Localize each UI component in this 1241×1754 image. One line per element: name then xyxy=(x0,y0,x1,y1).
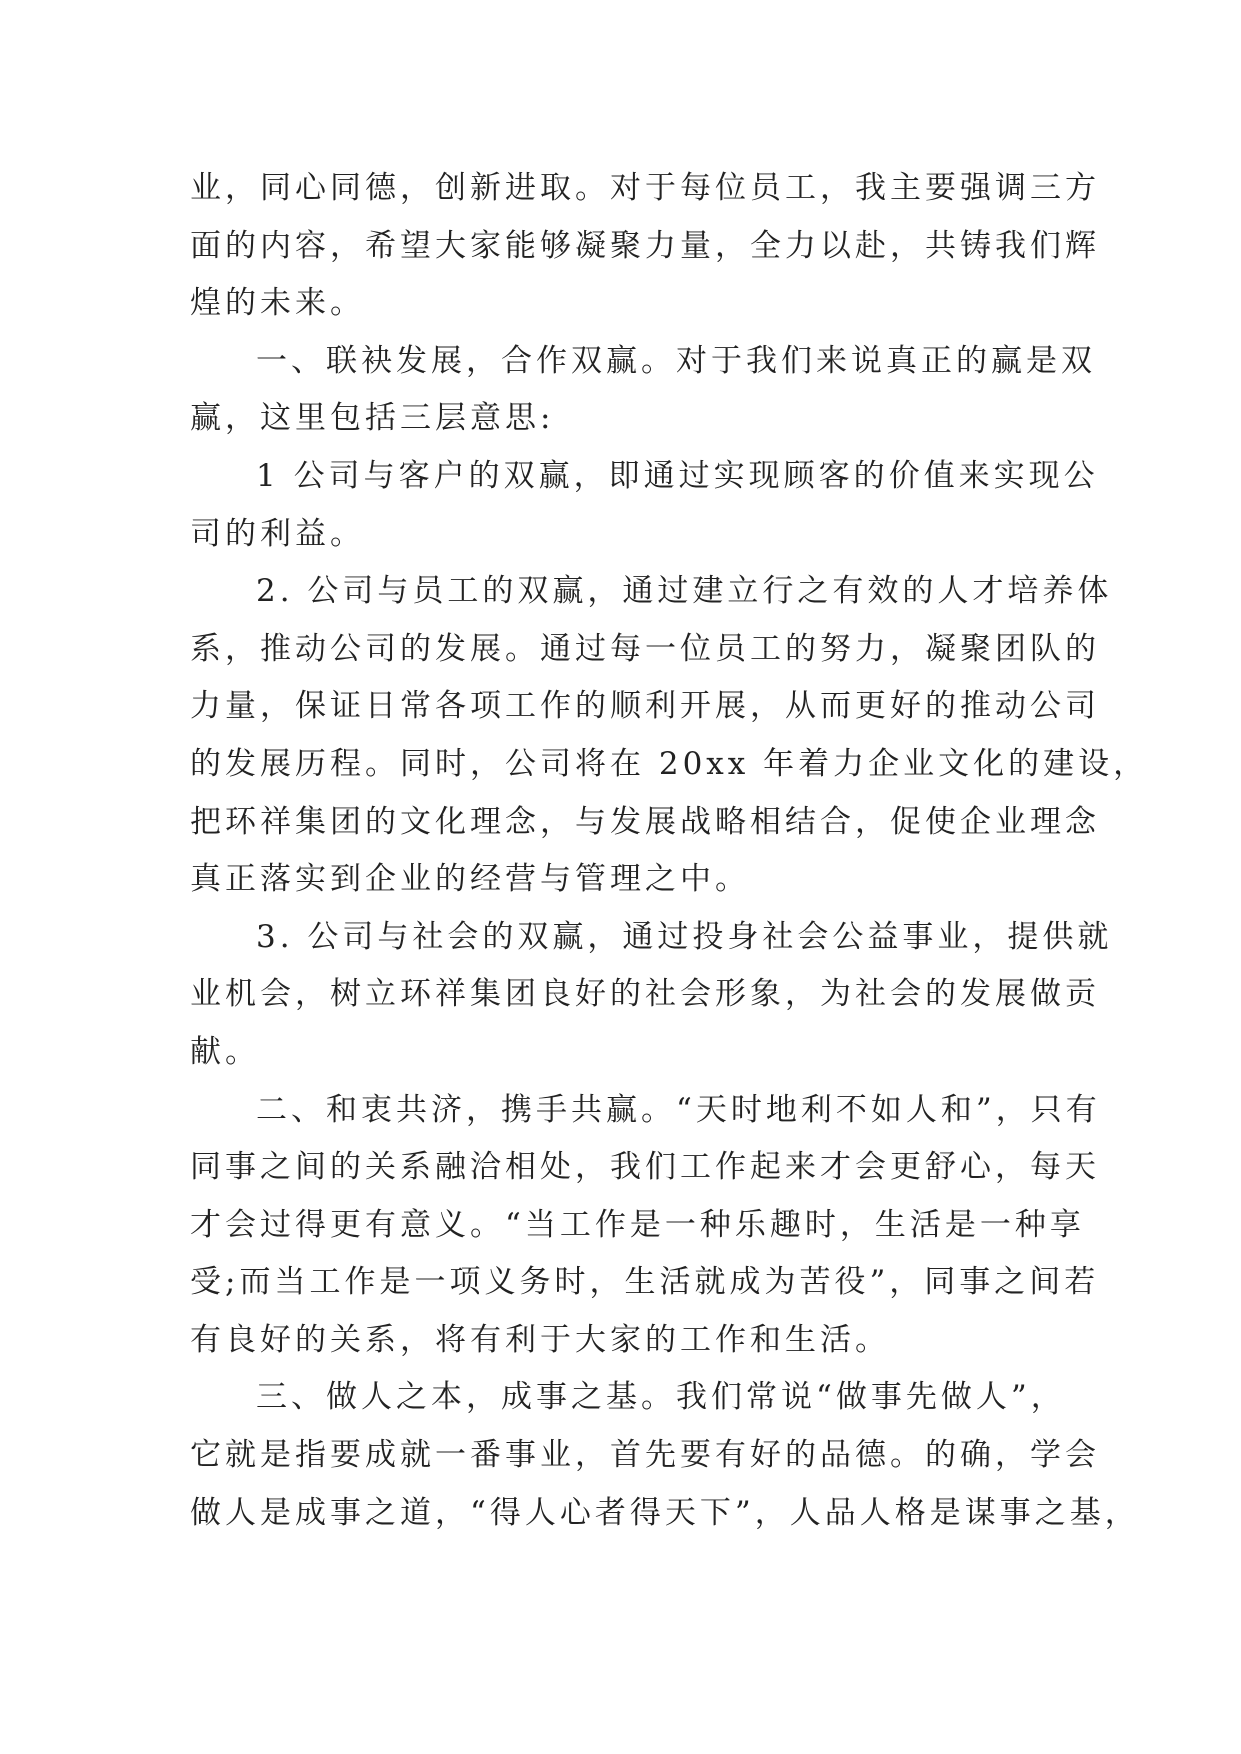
body-text xyxy=(190,160,1149,1542)
section-heading-line: 二、和衷共济，携手共赢。“天时地利不如人和”，只有 xyxy=(256,1091,1101,1128)
text-line: 有良好的关系，将有利于大家的工作和生活。 xyxy=(190,1321,890,1358)
text-line: 业机会，树立环祥集团良好的社会形象，为社会的发展做贡 xyxy=(190,976,1100,1013)
text-line: 业，同心同德，创新进取。对于每位员工，我主要强调三方 xyxy=(190,170,1100,206)
text-line: 同事之间的关系融洽相处，我们工作起来才会更舒心，每天 xyxy=(190,1149,1100,1186)
list-item-line: 3. 公司与社会的双赢，通过投身社会公益事业，提供就 xyxy=(256,918,1113,955)
text-line: 把环祥集团的文化理念，与发展战略相结合，促使企业理念 xyxy=(190,803,1100,840)
list-item-line: 2. 公司与员工的双赢，通过建立行之有效的人才培养体 xyxy=(256,573,1113,610)
text-line: 真正落实到企业的经营与管理之中。 xyxy=(190,861,750,898)
text-line: 的发展历程。同时，公司将在 20xx 年着力企业文化的建设， xyxy=(190,745,1149,782)
text-line: 做人是成事之道，“得人心者得天下”，人品人格是谋事之基， xyxy=(190,1494,1140,1531)
text-line: 系，推动公司的发展。通过每一位员工的努力，凝聚团队的 xyxy=(190,630,1100,667)
text-line: 司的利益。 xyxy=(190,515,365,552)
text-line: 受;而当工作是一项义务时，生活就成为苦役”，同事之间若 xyxy=(190,1264,1100,1301)
section-heading-line: 三、做人之本，成事之基。我们常说“做事先做人”， xyxy=(256,1379,1066,1416)
text-line: 献。 xyxy=(190,1033,260,1070)
text-line: 赢，这里包括三层意思: xyxy=(190,400,555,437)
text-line: 煌的未来。 xyxy=(190,285,365,322)
section-heading-line: 一、联袂发展，合作双赢。对于我们来说真正的赢是双 xyxy=(256,342,1096,379)
text-line: 面的内容，希望大家能够凝聚力量，全力以赴，共铸我们辉 xyxy=(190,227,1100,264)
list-item-line: 1 公司与客户的双赢，即通过实现顾客的价值来实现公 xyxy=(256,457,1099,494)
text-line: 才会过得更有意义。“当工作是一种乐趣时，生活是一种享 xyxy=(190,1206,1085,1243)
text-line: 它就是指要成就一番事业，首先要有好的品德。的确，学会 xyxy=(190,1437,1100,1474)
text-line: 力量，保证日常各项工作的顺利开展，从而更好的推动公司 xyxy=(190,688,1100,725)
